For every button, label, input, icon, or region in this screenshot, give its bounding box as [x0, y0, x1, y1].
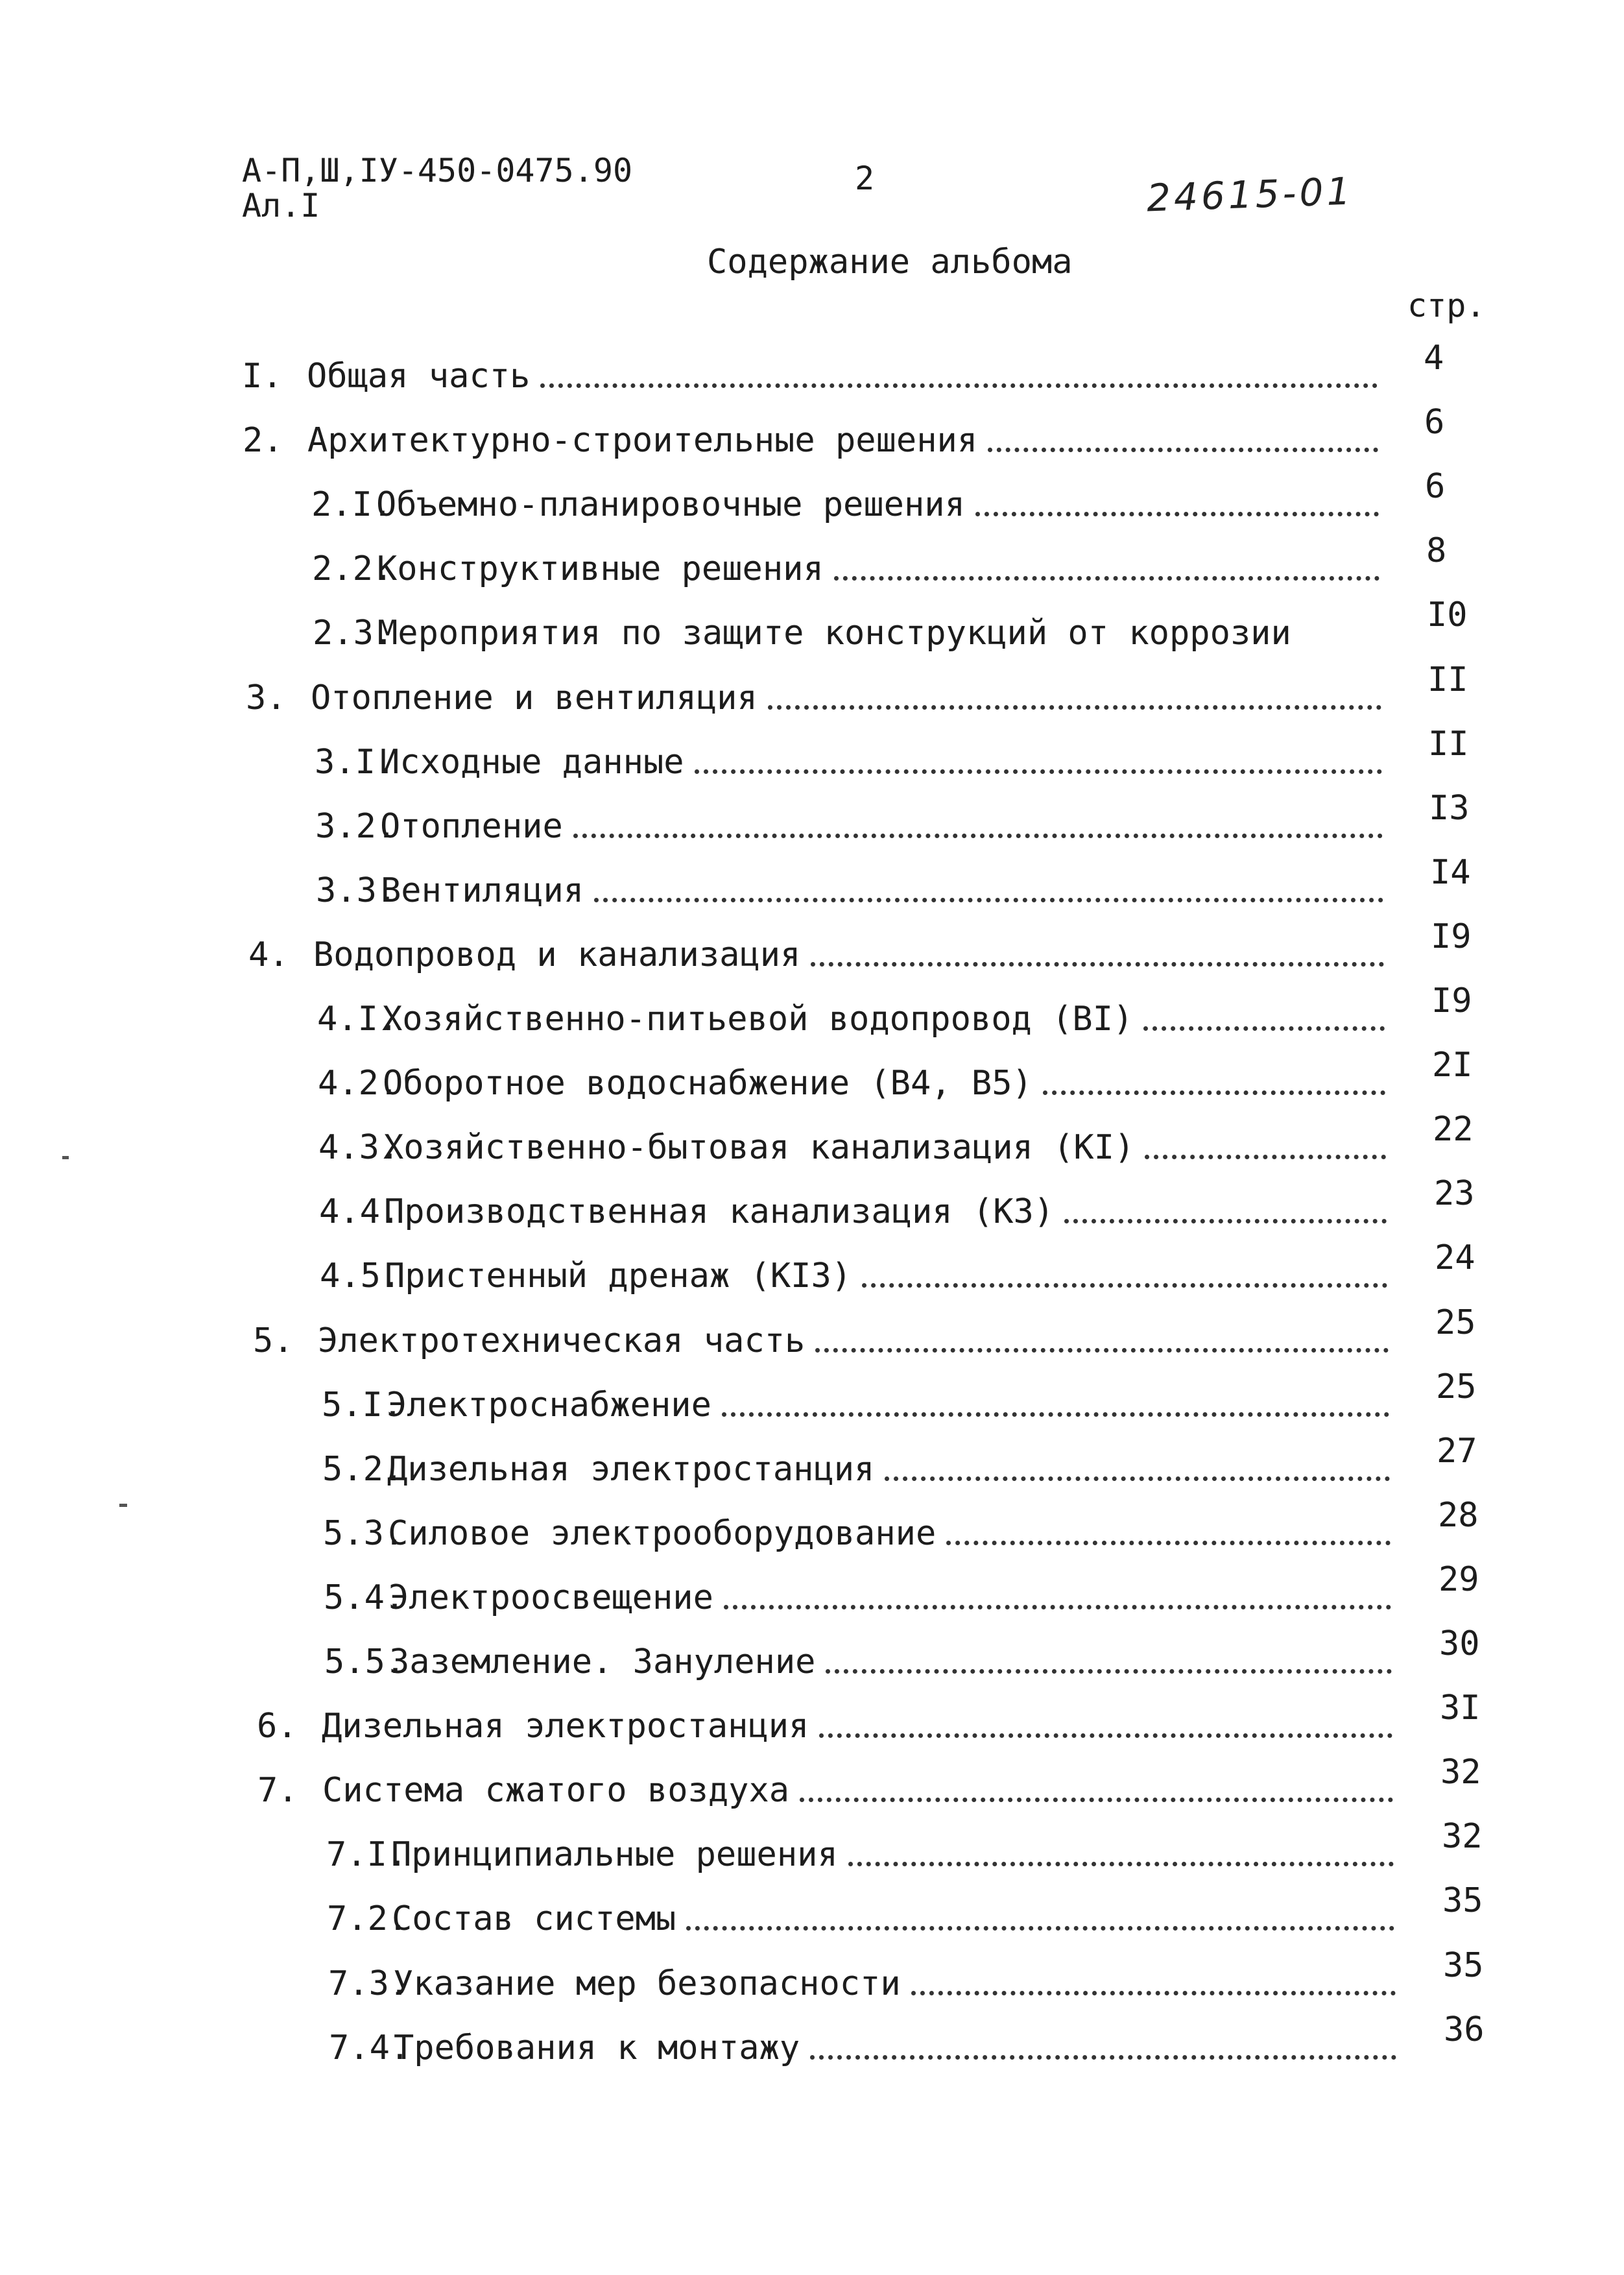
toc-entry-title: Мероприятия по защите конструкций от коррозии [377, 614, 1291, 653]
toc-entry-number: 2.I. [311, 485, 393, 524]
toc-section [257, 1705, 1402, 1747]
toc-page-number: 36 [1444, 2010, 1485, 2049]
toc-page-number: 25 [1436, 1367, 1477, 1406]
toc-subsection [318, 1063, 1394, 1104]
toc-entry-number: 2.3. [313, 614, 394, 653]
handwritten-inventory-number: 24615-01 [1145, 169, 1355, 221]
toc-page-number: I0 [1427, 596, 1468, 634]
toc-page-number: 29 [1439, 1560, 1479, 1599]
dot-leader [819, 1733, 1392, 1738]
toc-page-number: 30 [1439, 1624, 1480, 1663]
toc-subsection [329, 2027, 1405, 2069]
document-code: А-П,Ш,IУ-450-0475.90 [242, 152, 633, 189]
dot-leader [768, 705, 1381, 710]
toc-page-number: 6 [1425, 467, 1446, 506]
toc-page-number: 32 [1442, 1817, 1483, 1856]
toc-entry-title: Указание мер безопасности [393, 1964, 901, 2003]
toc-entry-title: Электроосвещение [388, 1578, 713, 1617]
toc-subsection [326, 1834, 1403, 1875]
toc-subsection [322, 1384, 1398, 1426]
toc-section [248, 934, 1393, 976]
toc-entry-title: Хозяйственно-питьевой водопровод (BI) [382, 1000, 1134, 1039]
toc-page-number: 2I [1432, 1046, 1473, 1085]
toc-page-number: 28 [1438, 1496, 1479, 1535]
toc-page-number: 23 [1434, 1174, 1475, 1213]
dot-leader [862, 1283, 1387, 1288]
dot-leader [686, 1926, 1394, 1931]
toc-page-number: 4 [1424, 339, 1444, 378]
toc-entry-title: Дизельная электростанция [387, 1450, 875, 1489]
toc-entry-title: Хозяйственно-бытовая канализация (КI) [383, 1128, 1135, 1167]
toc-entry-number: 4.5. [320, 1257, 401, 1295]
toc-entry-title: Силовое электрооборудование [388, 1514, 937, 1553]
toc-entry-title: Пристенный дренаж (КI3) [385, 1257, 852, 1295]
toc-page-number: II [1427, 660, 1468, 699]
dot-leader [1145, 1155, 1386, 1159]
toc-page-number: 8 [1426, 531, 1447, 570]
dot-leader [1043, 1090, 1385, 1095]
toc-entry-title: Объемно-планировочные решения [376, 485, 965, 524]
scan-speck [119, 1504, 127, 1507]
dot-leader [988, 448, 1378, 452]
toc-page-number: 3I [1440, 1689, 1481, 1727]
toc-entry-number: 5.5. [324, 1643, 406, 1681]
toc-subsection [322, 1449, 1399, 1490]
toc-entry-title: Требования к монтажу [394, 2028, 800, 2067]
toc-subsection [324, 1577, 1400, 1619]
toc-entry-title: Электротехническая часть [318, 1321, 806, 1360]
dot-leader [975, 512, 1379, 516]
toc-subsection [328, 1963, 1405, 2004]
dot-leader [594, 898, 1383, 902]
toc-subsection [311, 484, 1388, 525]
toc-entry-number: 6. [257, 1707, 298, 1746]
toc-subsection [319, 1191, 1396, 1233]
album-number: Ал.I [242, 187, 320, 224]
toc-page-number: 27 [1437, 1432, 1477, 1471]
toc-entry-number: 3. [246, 679, 287, 717]
toc-page-number: I9 [1431, 981, 1472, 1020]
toc-subsection [324, 1641, 1401, 1683]
dot-leader [724, 1605, 1391, 1609]
toc-entry-number: I. [242, 357, 283, 396]
toc-entry-number: 7.4. [329, 2028, 411, 2067]
toc-section [242, 355, 1387, 397]
dot-leader [722, 1412, 1389, 1417]
toc-entry-number: 5.4. [324, 1578, 405, 1617]
toc-entry-number: 7.I. [326, 1835, 408, 1874]
toc-page-number: 22 [1433, 1110, 1474, 1149]
toc-subsection [317, 998, 1394, 1040]
toc-section [257, 1770, 1402, 1811]
toc-entry-title: Отопление [380, 807, 563, 846]
toc-entry-title: Конструктивные решения [377, 549, 824, 588]
toc-entry-number: 5. [253, 1321, 294, 1360]
toc-subsection [327, 1898, 1403, 1940]
toc-entry-number: 4.4. [319, 1192, 401, 1231]
toc-entry-number: 3.3. [316, 871, 398, 910]
toc-entry-number: 5.3. [323, 1514, 405, 1553]
toc-page-number: 24 [1435, 1238, 1475, 1277]
toc-entry-title: Общая часть [307, 357, 531, 396]
toc-subsection [318, 1127, 1395, 1168]
dot-leader [911, 1991, 1396, 1995]
toc-entry-title: Система сжатого воздуха [322, 1771, 790, 1810]
page-number: 2 [855, 160, 875, 197]
toc-section [243, 420, 1387, 461]
toc-page-number: 35 [1443, 1946, 1484, 1985]
dot-leader [800, 1798, 1393, 1802]
dot-leader [810, 2055, 1396, 2060]
toc-page-number: 35 [1442, 1881, 1483, 1920]
toc-subsection [316, 870, 1392, 911]
toc-entry-title: Отопление и вентиляция [311, 679, 758, 717]
dot-leader [815, 1348, 1389, 1353]
dot-leader [573, 834, 1383, 838]
toc-entry-number: 5.I. [322, 1386, 403, 1425]
dot-leader [826, 1669, 1392, 1674]
toc-subsection [313, 612, 1389, 654]
toc-entry-number: 4. [248, 935, 289, 974]
toc-entry-title: Заземление. Зануление [389, 1643, 816, 1681]
toc-entry-number: 4.3. [318, 1128, 400, 1167]
toc-page-number: II [1428, 725, 1469, 764]
toc-entry-title: Производственная канализация (К3) [384, 1192, 1055, 1231]
toc-entry-number: 4.I. [317, 1000, 399, 1039]
page-column-header: стр. [1407, 287, 1486, 324]
toc-subsection [323, 1513, 1400, 1554]
dot-leader [848, 1862, 1394, 1866]
toc-entry-number: 2. [243, 421, 283, 460]
dot-leader [811, 962, 1384, 967]
toc-entry-number: 7. [257, 1771, 298, 1810]
dot-leader [540, 383, 1378, 388]
toc-entry-number: 7.2. [327, 1899, 409, 1938]
dot-leader [695, 769, 1382, 774]
page-title: Содержание альбома [707, 243, 1073, 282]
toc-subsection [320, 1255, 1396, 1297]
dot-leader [834, 576, 1379, 581]
toc-entry-title: Принципиальные решения [391, 1835, 838, 1874]
toc-page-number: I9 [1431, 917, 1472, 956]
toc-subsection [315, 806, 1392, 847]
toc-entry-title: Водопровод и канализация [313, 935, 801, 974]
toc-page-number: 25 [1435, 1303, 1476, 1342]
toc-entry-number: 4.2. [318, 1064, 400, 1103]
toc-entry-number: 2.2. [312, 549, 394, 588]
toc-page-number: I4 [1430, 853, 1471, 892]
dot-leader [1143, 1026, 1385, 1031]
toc-entry-number: 3.2. [315, 807, 397, 846]
toc-entry-title: Вентиляция [381, 871, 584, 910]
toc-page-number: 32 [1440, 1753, 1481, 1792]
toc-subsection [312, 548, 1389, 590]
toc-page-number: 6 [1424, 403, 1445, 442]
dot-leader [1064, 1219, 1387, 1223]
toc-entry-title: Электроснабжение [387, 1386, 711, 1425]
toc-entry-number: 3.I. [315, 743, 396, 782]
dot-leader [885, 1476, 1390, 1481]
toc-entry-title: Оборотное водоснабжение (В4, В5) [383, 1064, 1033, 1103]
toc-entry-title: Дизельная электростанция [322, 1707, 809, 1746]
toc-entry-number: 7.3. [328, 1964, 410, 2003]
toc-subsection [315, 741, 1391, 783]
toc-section [253, 1320, 1398, 1362]
toc-entry-number: 5.2. [322, 1450, 404, 1489]
dot-leader [946, 1541, 1391, 1545]
toc-entry-title: Состав системы [392, 1899, 676, 1938]
toc-entry-title: Исходные данные [379, 743, 684, 782]
toc-page-number: I3 [1429, 789, 1470, 828]
toc-entry-title: Архитектурно-строительные решения [307, 421, 978, 460]
scan-speck [62, 1156, 69, 1159]
toc-section [246, 677, 1391, 719]
